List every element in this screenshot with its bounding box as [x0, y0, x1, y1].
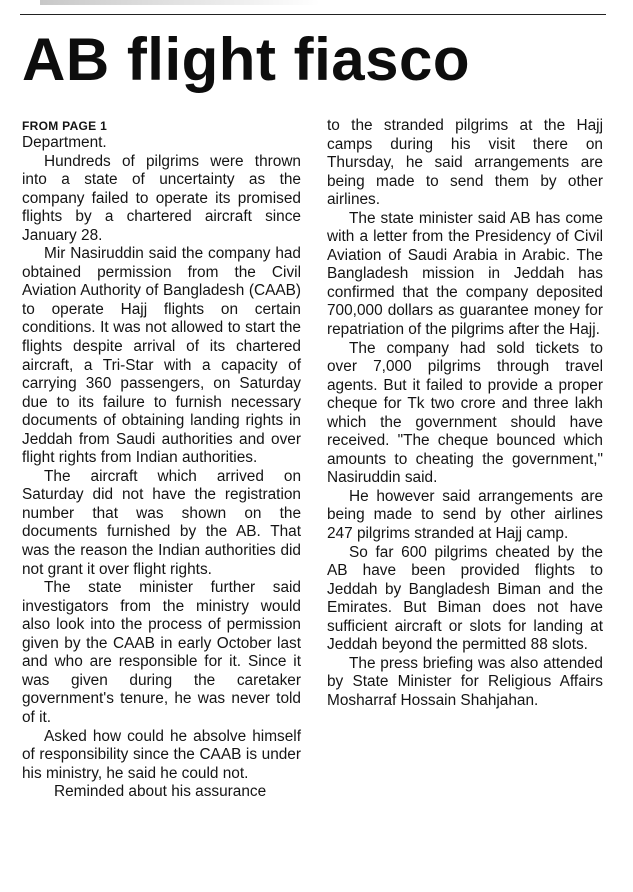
paragraph: Hundreds of pilgrims were thrown into a state of uncertainty as the company failed to operate its promised flights by a chartered aircraft since January 28. — [22, 152, 301, 244]
paragraph: The press briefing was also attended by State Minister for Religious Affairs Mosharraf Hossain Shahjahan. — [327, 654, 603, 709]
paragraph: Department. — [22, 134, 107, 151]
header-fragment — [40, 0, 320, 5]
paragraph: to the stranded pilgrims at the Hajj camps during his visit there on Thursday, he said arrangements are being made to send them by other airlines. — [327, 117, 603, 209]
kicker: FROM PAGE 1 — [22, 119, 108, 133]
right-column — [327, 117, 603, 711]
top-rule — [20, 0, 606, 15]
paragraph: The aircraft which arrived on Saturday did not have the registration number that was shown on the documents furnished by the AB. That was the reason the Indian authorities did not grant it over flight rights. — [22, 467, 301, 578]
paragraph: The company had sold tickets to over 7,000 pilgrims through travel agents. But it failed to provide a proper cheque for Tk two crore and three lakh which the government should have received. "The cheque bounced which amounts to cheating the government," Nasiruddin said. — [327, 339, 603, 487]
paragraph: Reminded about his assurance — [54, 783, 267, 801]
paragraph: So far 600 pilgrims cheated by the AB have been provided flights to Jeddah by Bangladesh Biman and the Emirates. But Biman does not have sufficient aircraft or slots for landing at Jeddah beyond the permitted 88 slots. — [327, 543, 603, 654]
paragraph: The state minister further said investigators from the ministry would also look into the process of permission given by the CAAB in early October last and who are responsible for it. Since it was given during the caretaker government's tenure, he was never told of it. — [22, 579, 301, 726]
paragraph: The state minister said AB has come with a letter from the Presidency of Civil Aviation of Saudi Arabia in Arabic. The Bangladesh mission in Jeddah has confirmed that the company deposited 700,000 dollars as guarantee money for repatriation of the pilgrims after the Hajj. — [327, 209, 603, 339]
paragraph: He however said arrangements are being made to send by other airlines 247 pilgrims stranded at Hajj camp. — [327, 487, 603, 543]
left-column — [22, 117, 301, 802]
paragraph: Mir Nasiruddin said the company had obtained permission from the Civil Aviation Authority of Bangladesh (CAAB) to operate Hajj flights on certain conditions. It was not allowed to start the flights despite arrival of its chartered aircraft, a Tri-Star with a capacity of carrying 360 passengers, on Saturday due to its failure to furnish necessary documents of obtaining landing rights in Jeddah from Saudi authorities and over flight rights from Indian authorities. — [22, 245, 301, 467]
headline: AB flight fiasco — [22, 26, 471, 93]
paragraph: Asked how could he absolve himself of responsibility since the CAAB is under his ministry, he said he could not. — [22, 727, 301, 782]
